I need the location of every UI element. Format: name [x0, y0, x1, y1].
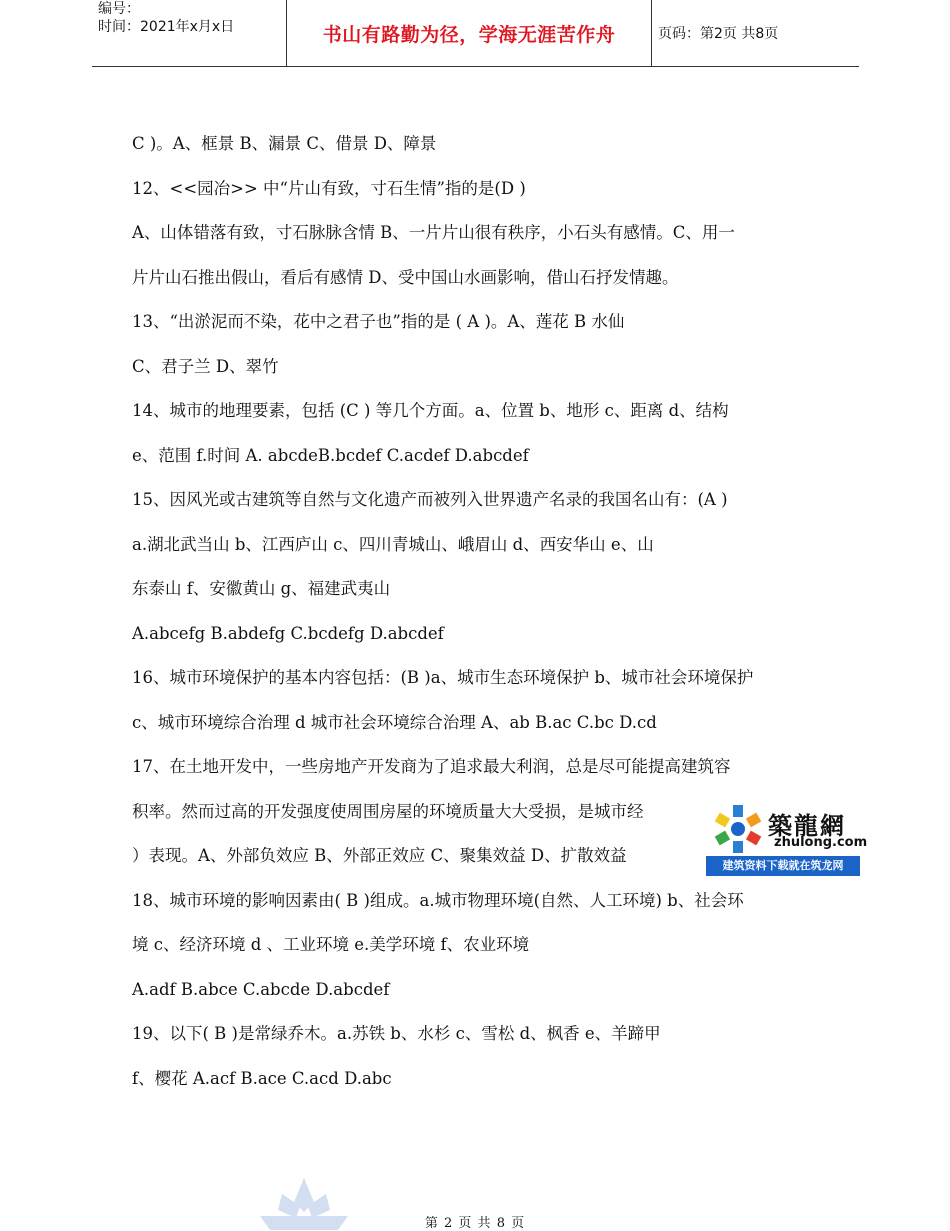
page-header [92, 0, 859, 67]
text-line: 15、因风光或古建筑等自然与文化遗产而被列入世界遗产名录的我国名山有：(A ) [132, 490, 728, 509]
text-line: C、君子兰 D、翠竹 [132, 356, 279, 376]
text-line: 19、以下( B )是常绿乔木。a.苏铁 b、水杉 c、雪松 d、枫香 e、羊蹄甲 [132, 1024, 661, 1043]
text-line: ）表现。A、外部负效应 B、外部正效应 C、聚集效益 D、扩散效益 [132, 846, 627, 865]
watermark-name: 築龍網 [768, 812, 846, 840]
time-label: 时间：2021年x月x日 [98, 19, 235, 35]
text-line: 12、<<园冶>> 中“片山有致，寸石生情”指的是(D ) [132, 178, 526, 198]
text-line: C )。A、框景 B、漏景 C、借景 D、障景 [132, 134, 437, 153]
text-line: 积率。然而过高的开发强度使周围房屋的环境质量大大受损，是城市经 [132, 801, 644, 821]
page-footer: 第 2 页 共 8 页 [424, 1216, 526, 1231]
text-line: 东泰山 f、安徽黄山 g、福建武夷山 [132, 579, 391, 598]
snowflake-logo-icon [708, 802, 768, 856]
header-page-info: 页码：第2页 共8页 [658, 26, 779, 42]
text-line: A、山体错落有致，寸石脉脉含情 B、一片片山很有秩序，小石头有感情。C、用一 [132, 223, 735, 242]
text-line: a.湖北武当山 b、江西庐山 c、四川青城山、峨眉山 d、西安华山 e、山 [132, 534, 654, 554]
text-line: f、樱花 A.acf B.ace C.acd D.abc [132, 1068, 392, 1088]
watermark-banner: 建筑资料下载就在筑龙网 [706, 856, 860, 876]
text-line: c、城市环境综合治理 d 城市社会环境综合治理 A、ab B.ac C.bc D.cd [132, 712, 657, 732]
text-line: 境 c、经济环境 d 、工业环境 e.美学环境 f、农业环境 [132, 935, 530, 954]
number-label: 编号： [98, 1, 140, 17]
zhulong-watermark [706, 802, 868, 876]
text-line: 18、城市环境的影响因素由( B )组成。a.城市物理环境(自然、人工环境) b、社会环 [132, 890, 744, 910]
text-line: 17、在土地开发中，一些房地产开发商为了追求最大利润，总是尽可能提高建筑容 [132, 757, 731, 776]
text-line: 片片山石推出假山，看后有感情 D、受中国山水画影响，借山石抒发情趣。 [132, 267, 679, 287]
text-line: A.abcefg B.abdefg C.bcdefg D.abcdef [132, 623, 444, 643]
text-line: 14、城市的地理要素，包括 (C ) 等几个方面。a、位置 b、地形 c、距离 d、结构 [132, 401, 729, 420]
text-line: e、范围 f.时间 A. abcdeB.bcdef C.acdef D.abcdef [132, 445, 529, 465]
text-line: 13、“出淤泥而不染，花中之君子也”指的是 ( A )。A、莲花 B 水仙 [132, 312, 625, 331]
header-motto: 书山有路勤为径，学海无涯苦作舟 [286, 0, 652, 66]
text-line: A.adf B.abce C.abcde D.abcdef [132, 979, 390, 999]
watermark-domain: zhulong.com [774, 835, 868, 850]
question-body [132, 130, 822, 1109]
text-line: 16、城市环境保护的基本内容包括：(B )a、城市生态环境保护 b、城市社会环境保护 [132, 668, 754, 687]
header-meta [92, 0, 286, 66]
